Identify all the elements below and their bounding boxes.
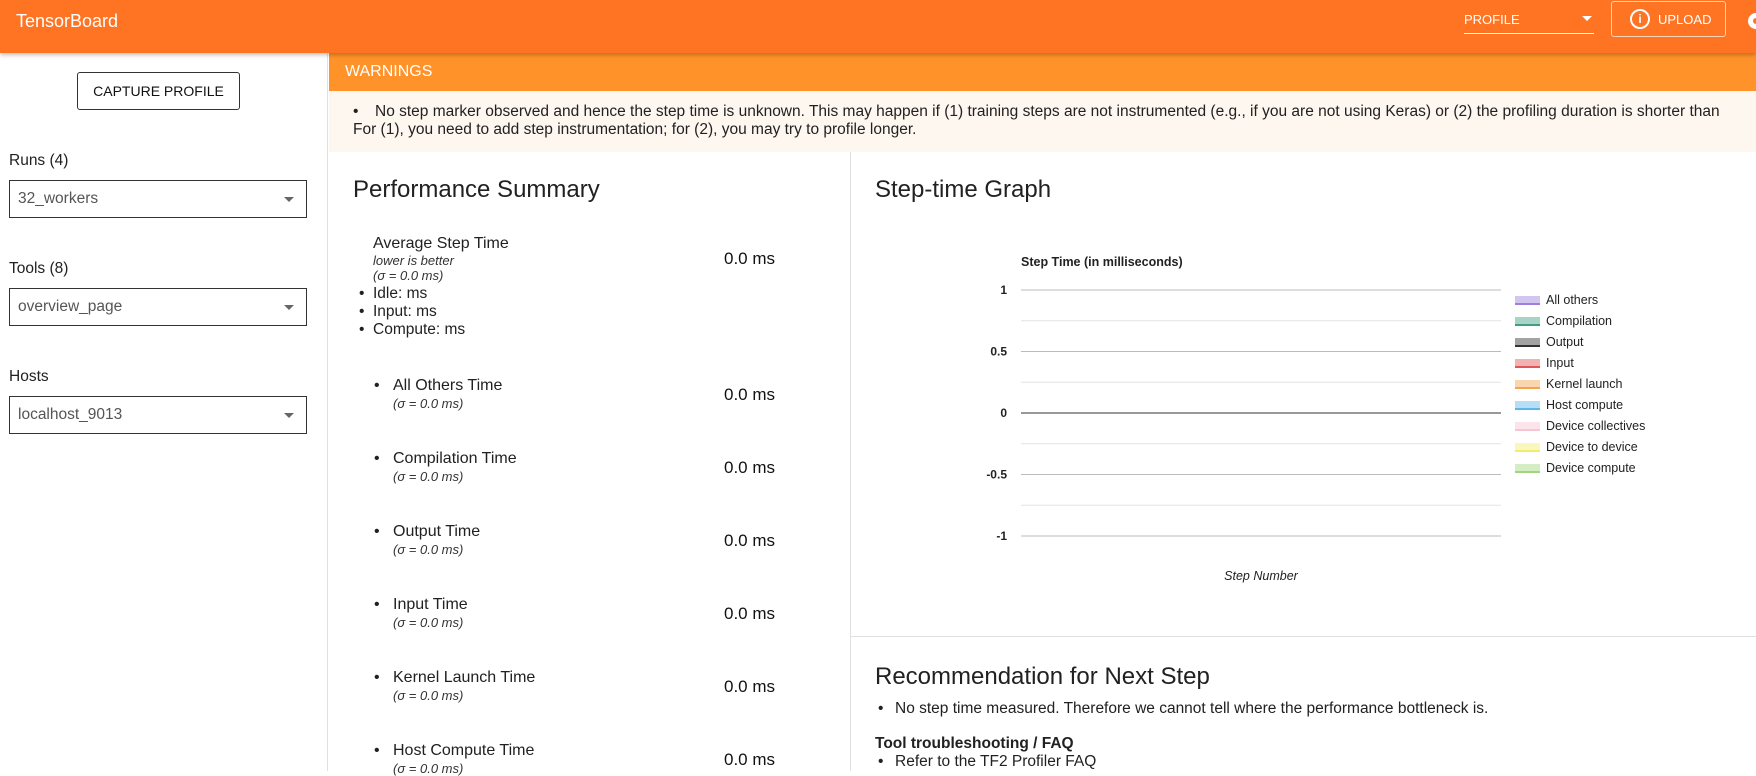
- legend-entry: Device compute: [1546, 461, 1636, 475]
- legend-entry: Output: [1546, 335, 1584, 349]
- metric-value: 0.0 ms: [724, 750, 776, 769]
- step-time-graph-title: Step-time Graph: [875, 176, 1052, 203]
- performance-summary-title: Performance Summary: [353, 176, 600, 203]
- recommendation-title: Recommendation for Next Step: [875, 663, 1210, 690]
- chevron-down-icon: [284, 413, 294, 418]
- step-time-graph-card: [851, 152, 1756, 637]
- tools-select[interactable]: [9, 288, 307, 326]
- y-tick-label: -1: [996, 529, 1007, 543]
- input-breakdown: • Input: ms: [373, 303, 465, 321]
- chevron-down-icon: [284, 305, 294, 310]
- legend-swatch: [1515, 380, 1540, 388]
- runs-label: Runs (4): [9, 152, 69, 169]
- plugin-dropdown[interactable]: [1464, 10, 1594, 34]
- metric-sigma: (σ = 0.0 ms): [393, 542, 464, 557]
- y-tick-label: 0: [1000, 406, 1007, 420]
- metric-value: 0.0 ms: [724, 677, 776, 696]
- legend-entry: Device to device: [1546, 440, 1638, 454]
- legend-swatch: [1515, 338, 1540, 346]
- warnings-body: [329, 91, 1756, 152]
- legend-swatch: [1515, 401, 1540, 409]
- metric-name: All Others Time: [393, 377, 503, 394]
- recommendation-text: • No step time measured. Therefore we cannot tell where the performance bottleneck is.: [895, 700, 1488, 718]
- metric-value: 0.0 ms: [724, 531, 776, 550]
- legend-swatch: [1515, 464, 1540, 472]
- metric-item-output: • Output Time (σ = 0.0 ms): [374, 523, 481, 557]
- legend-entry: Host compute: [1546, 398, 1624, 412]
- sidebar: [0, 53, 328, 771]
- metric-item-compilation: • Compilation Time (σ = 0.0 ms): [374, 450, 517, 484]
- capture-profile-button[interactable]: CAPTURE PROFILE: [77, 72, 240, 110]
- warning-line-2: For (1), you need to add step instrumentation; for (2), you may try to profile longer.: [353, 121, 917, 138]
- legend-entry: Kernel launch: [1546, 377, 1623, 391]
- metric-sigma: (σ = 0.0 ms): [393, 688, 464, 703]
- runs-select[interactable]: [9, 180, 307, 218]
- legend-entry: All others: [1546, 293, 1599, 307]
- metric-item-kernel-launch: • Kernel Launch Time (σ = 0.0 ms): [374, 669, 536, 703]
- metric-name: Host Compute Time: [393, 742, 535, 759]
- metric-name: Compilation Time: [393, 450, 517, 467]
- y-tick-label: 0.5: [990, 344, 1007, 359]
- metric-item-host-compute: • Host Compute Time (σ = 0.0 ms): [374, 742, 535, 776]
- metric-sigma: (σ = 0.0 ms): [393, 615, 464, 630]
- tools-label: Tools (8): [9, 260, 69, 277]
- upload-button-label: UPLOAD: [1658, 11, 1712, 27]
- metric-value: 0.0 ms: [724, 604, 776, 623]
- chevron-down-icon: [284, 197, 294, 202]
- chevron-down-icon: [1582, 16, 1592, 21]
- warning-text: No step marker observed and hence the step time is unknown. This may happen if (1) training steps are not instrumented (e.g., if you are not using Keras) or (2) the profiling duration is shorter than: [375, 103, 1720, 120]
- warnings-header: WARNINGS: [329, 53, 1756, 91]
- faq-link[interactable]: • Refer to the TF2 Profiler FAQ: [895, 753, 1096, 771]
- metric-sigma: (σ = 0.0 ms): [393, 469, 464, 484]
- plugin-dropdown-value: PROFILE: [1464, 12, 1520, 27]
- metric-item-all-others: • All Others Time (σ = 0.0 ms): [374, 377, 503, 411]
- legend-swatch: [1515, 317, 1540, 325]
- hosts-select[interactable]: [9, 396, 307, 434]
- legend-entry: Input: [1546, 356, 1574, 370]
- app-title[interactable]: TensorBoard: [16, 11, 119, 31]
- legend-swatch: [1515, 296, 1540, 304]
- average-step-time-value: 0.0 ms: [724, 249, 776, 268]
- metric-name: Input Time: [393, 596, 468, 613]
- info-icon: i: [1630, 9, 1650, 29]
- metric-name: Output Time: [393, 523, 481, 540]
- average-step-time-sigma: (σ = 0.0 ms): [373, 268, 444, 283]
- settings-gear-icon[interactable]: [1744, 10, 1756, 32]
- legend-entry: Device collectives: [1546, 419, 1646, 433]
- warning-line: • No step marker observed and hence the step time is unknown. This may happen if (1) training steps are not instrumented (e.g., if you are not using Keras) or (2) the profiling duration is shorter than: [353, 103, 1720, 120]
- compute-breakdown: • Compute: ms: [373, 321, 465, 339]
- y-tick-label: 1: [1000, 283, 1007, 297]
- upload-button[interactable]: [1611, 1, 1726, 37]
- legend-swatch: [1515, 443, 1540, 451]
- metric-value: 0.0 ms: [724, 458, 776, 477]
- top-app-bar: [0, 0, 1756, 53]
- legend-swatch: [1515, 359, 1540, 367]
- metric-sigma: (σ = 0.0 ms): [393, 396, 464, 411]
- hosts-select-value: localhost_9013: [18, 406, 123, 423]
- runs-select-value: 32_workers: [18, 190, 99, 207]
- legend-entry: Compilation: [1546, 314, 1613, 328]
- step-time-chart[interactable]: [851, 152, 1756, 637]
- lower-is-better-hint: lower is better: [373, 253, 454, 268]
- faq-title: Tool troubleshooting / FAQ: [875, 735, 1074, 752]
- metric-value: 0.0 ms: [724, 385, 776, 404]
- average-step-time-label: Average Step Time: [373, 235, 509, 252]
- tools-select-value: overview_page: [18, 298, 123, 315]
- metric-sigma: (σ = 0.0 ms): [393, 761, 464, 776]
- metric-item-input: • Input Time (σ = 0.0 ms): [374, 596, 468, 630]
- hosts-label: Hosts: [9, 368, 49, 385]
- performance-summary-card: [329, 152, 851, 776]
- average-breakdown-list: [373, 285, 465, 339]
- recommendation-card: [851, 637, 1756, 771]
- x-axis-label: Step Number: [1224, 569, 1298, 583]
- metric-name: Kernel Launch Time: [393, 669, 536, 686]
- y-tick-label: -0.5: [986, 467, 1007, 482]
- legend-swatch: [1515, 422, 1540, 430]
- chart-title: Step Time (in milliseconds): [1021, 255, 1183, 269]
- idle-breakdown: • Idle: ms: [373, 285, 465, 303]
